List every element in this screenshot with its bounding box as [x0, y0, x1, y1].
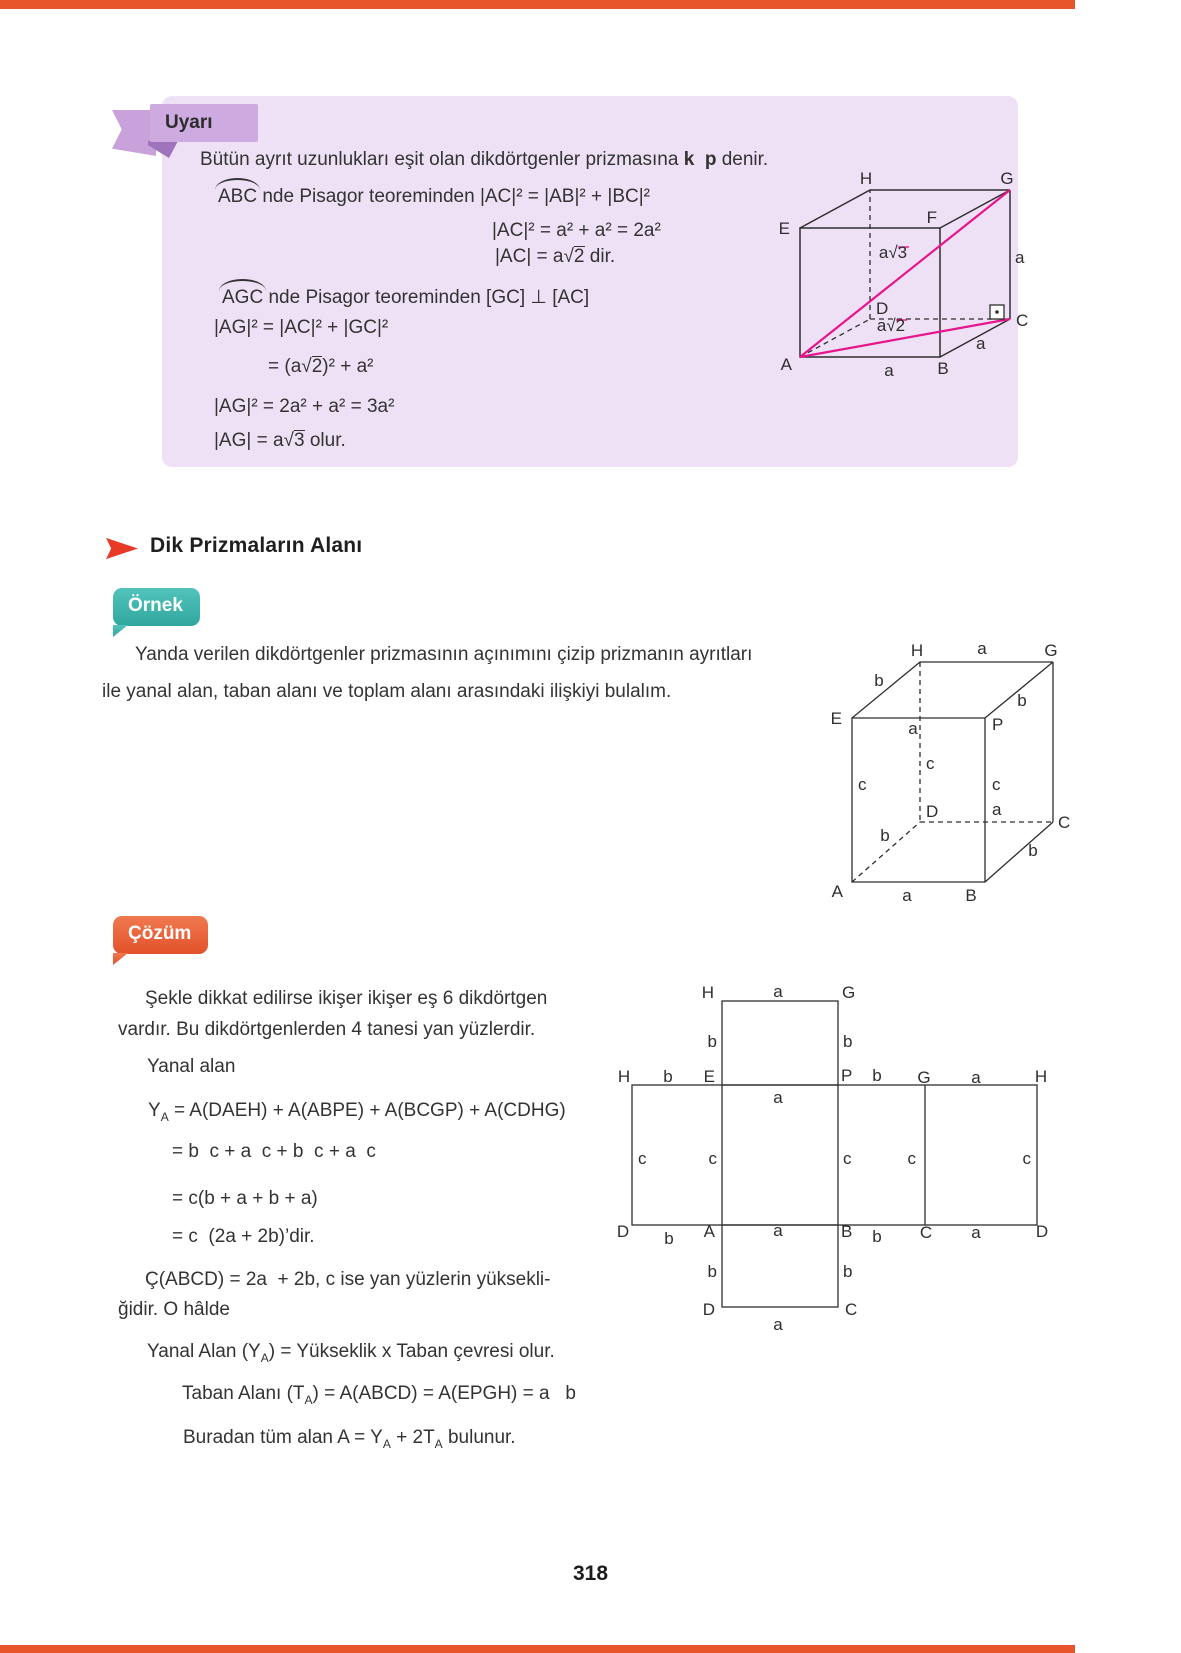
diagram-label: G: [917, 1068, 931, 1087]
diagram-label: F: [926, 208, 937, 227]
diagram-label: b: [872, 1227, 882, 1246]
diagram-label: b: [664, 1229, 674, 1248]
uyari-formula-agc: AGC nde Pisagor teoreminden [GC] ⊥ [AC]: [222, 287, 590, 308]
diagram-label: P: [841, 1066, 853, 1085]
cozum-perimeter-line2: ğidir. O hâlde: [118, 1299, 230, 1320]
cozum-paragraph-line2: vardır. Bu dikdörtgenlerden 4 tanesi yan yüzlerdir.: [118, 1019, 536, 1040]
diagram-label: C: [845, 1300, 858, 1319]
cube-front-face: [800, 228, 940, 357]
diagram-label: b: [663, 1067, 673, 1086]
diagram-label: a: [773, 982, 783, 1001]
diagram-label: B: [965, 886, 977, 905]
diagram-label: A: [703, 1222, 715, 1241]
ornek-badge-label: Örnek: [128, 595, 183, 616]
diagram-label: a: [773, 1221, 783, 1240]
diagram-label: a: [977, 639, 987, 658]
diagram-label: c: [708, 1149, 717, 1168]
cozum-yanal-alan-label: Yanal alan: [147, 1056, 236, 1077]
diagram-label: G: [1044, 641, 1058, 660]
prism-net-diagram: [610, 982, 1055, 1345]
diagram-label: b: [707, 1032, 717, 1051]
page-top-accent-bar: [0, 0, 1075, 9]
ornek-badge: [113, 588, 200, 626]
diagram-label: A: [831, 882, 843, 901]
section-arrow-icon: [106, 537, 138, 560]
diagram-label: b: [1028, 841, 1038, 860]
uyari-formula-ac: |AC| = a√2 dir.: [495, 246, 616, 267]
section-heading: Dik Prizmaların Alanı: [150, 534, 363, 557]
diagram-label: C: [919, 1223, 933, 1242]
cozum-yanal-alan-rule: Yanal Alan $(Y_A)$ = Yükseklik x Taban çevresi olur.: [147, 1341, 555, 1365]
diagram-label: c: [1022, 1149, 1031, 1168]
diagram-label: H: [859, 169, 873, 188]
cozum-formula-sum: = b c + a c + b c + a c: [172, 1141, 376, 1162]
page-number: 318: [572, 1562, 609, 1585]
diagram-label: a: [971, 1068, 981, 1087]
diagram-label: a√2: [876, 316, 906, 335]
net-strip-dividers: [722, 1085, 925, 1225]
diagram-label: c: [638, 1149, 647, 1168]
page-bottom-accent-bar: [0, 1645, 1075, 1653]
ornek-text-line1: Yanda verilen dikdörtgenler prizmasının açınımını çizip prizmanın ayrıtları: [135, 644, 753, 665]
cozum-badge: [113, 916, 208, 954]
uyari-formula-ag2: |AG|² = |AC|² + |GC|²: [214, 317, 389, 338]
diagram-label: a: [902, 886, 912, 905]
cozum-formula-factored: = c(b + a + b + a): [172, 1188, 318, 1209]
cozum-formula-ya: $Y_A$ = A(DAEH) + A(ABPE) + A(BCGP) + A(CDHG): [148, 1100, 566, 1124]
diagram-label: a√3: [878, 243, 908, 262]
cozum-total-area-rule: Buradan tüm alan $A = Y_A + 2T_A$ bulunur.: [183, 1427, 516, 1451]
prism-labels: [831, 639, 1071, 905]
cozum-perimeter-line1: Ç(ABCD) = 2a + 2b, c ise yan yüzlerin yüksekli-: [145, 1269, 551, 1290]
diagram-label: b: [874, 671, 884, 690]
diagram-label: E: [703, 1067, 715, 1086]
diagram-label: E: [830, 709, 842, 728]
uyari-tab: [150, 104, 258, 142]
cozum-formula-result: = c (2a + 2b)’dir.: [172, 1226, 315, 1247]
diagram-label: c: [858, 775, 867, 794]
diagram-label: E: [778, 219, 790, 238]
right-angle-dot: [995, 310, 999, 314]
diagram-label: H: [617, 1067, 631, 1086]
diagram-label: D: [926, 802, 939, 821]
diagram-label: H: [910, 641, 924, 660]
prism-diagram: [795, 610, 1071, 910]
diagram-label: a: [884, 361, 894, 380]
diagram-label: b: [872, 1066, 882, 1085]
diagram-label: b: [880, 826, 890, 845]
diagram-label: D: [1035, 1222, 1049, 1241]
diagram-label: a: [908, 719, 918, 738]
diagram-label: a: [992, 800, 1002, 819]
diagram-label: B: [937, 359, 949, 378]
uyari-formula-ag2-expanded: = (a√2)² + a²: [268, 356, 374, 377]
diagram-label: c: [907, 1149, 916, 1168]
diagram-label: D: [616, 1222, 630, 1241]
diagram-label: a: [976, 334, 986, 353]
diagram-label: G: [1000, 169, 1014, 188]
diagram-label: D: [876, 299, 889, 318]
diagram-label: a: [773, 1088, 783, 1107]
net-lateral-strip: [632, 1085, 1037, 1225]
diagram-label: H: [1034, 1067, 1048, 1086]
diagram-label: a: [773, 1315, 783, 1334]
prism-front-face: [852, 718, 985, 882]
cube-diagram: [765, 158, 1033, 393]
uyari-formula-ag-result: |AG| = a√3 olur.: [214, 430, 346, 451]
diagram-label: D: [702, 1300, 715, 1319]
diagram-label: C: [1016, 311, 1029, 330]
net-top-face: [722, 1001, 838, 1085]
diagram-label: G: [842, 983, 856, 1002]
diagram-label: a: [1015, 248, 1025, 267]
uyari-formula-ag2-result: |AG|² = 2a² + a² = 3a²: [214, 396, 395, 417]
diagram-label: C: [1058, 813, 1071, 832]
uyari-tab-label: Uyarı: [165, 112, 213, 133]
cozum-badge-label: Çözüm: [128, 923, 192, 944]
cozum-taban-alani-rule: Taban Alanı $(T_A)$ = A(ABCD) = A(EPGH) = a b: [182, 1383, 576, 1407]
diagram-label: B: [841, 1222, 853, 1241]
diagram-label: c: [926, 754, 935, 773]
diagram-label: c: [843, 1149, 852, 1168]
diagram-label: b: [843, 1262, 853, 1281]
diagram-label: b: [843, 1032, 853, 1051]
diagram-label: b: [707, 1262, 717, 1281]
diagram-label: b: [1017, 691, 1027, 710]
diagram-label: a: [971, 1223, 981, 1242]
uyari-intro-text: Bütün ayrıt uzunlukları eşit olan dikdörtgenler prizmasına k p denir.: [200, 149, 769, 170]
cozum-paragraph-line1: Şekle dikkat edilirse ikişer ikişer eş 6 dikdörtgen: [145, 988, 548, 1009]
diagram-label: A: [780, 355, 792, 374]
uyari-formula-ac2: |AC|² = a² + a² = 2a²: [492, 220, 661, 241]
net-labels: [617, 982, 1048, 1334]
uyari-formula-abc: ABC nde Pisagor teoreminden |AC|² = |AB|² + |BC|²: [218, 186, 650, 207]
diagram-label: P: [992, 715, 1004, 734]
diagram-label: H: [701, 983, 714, 1002]
ornek-text-line2: ile yanal alan, taban alanı ve toplam alanı arasındaki ilişkiyi bulalım.: [102, 681, 672, 702]
diagram-label: c: [992, 775, 1001, 794]
